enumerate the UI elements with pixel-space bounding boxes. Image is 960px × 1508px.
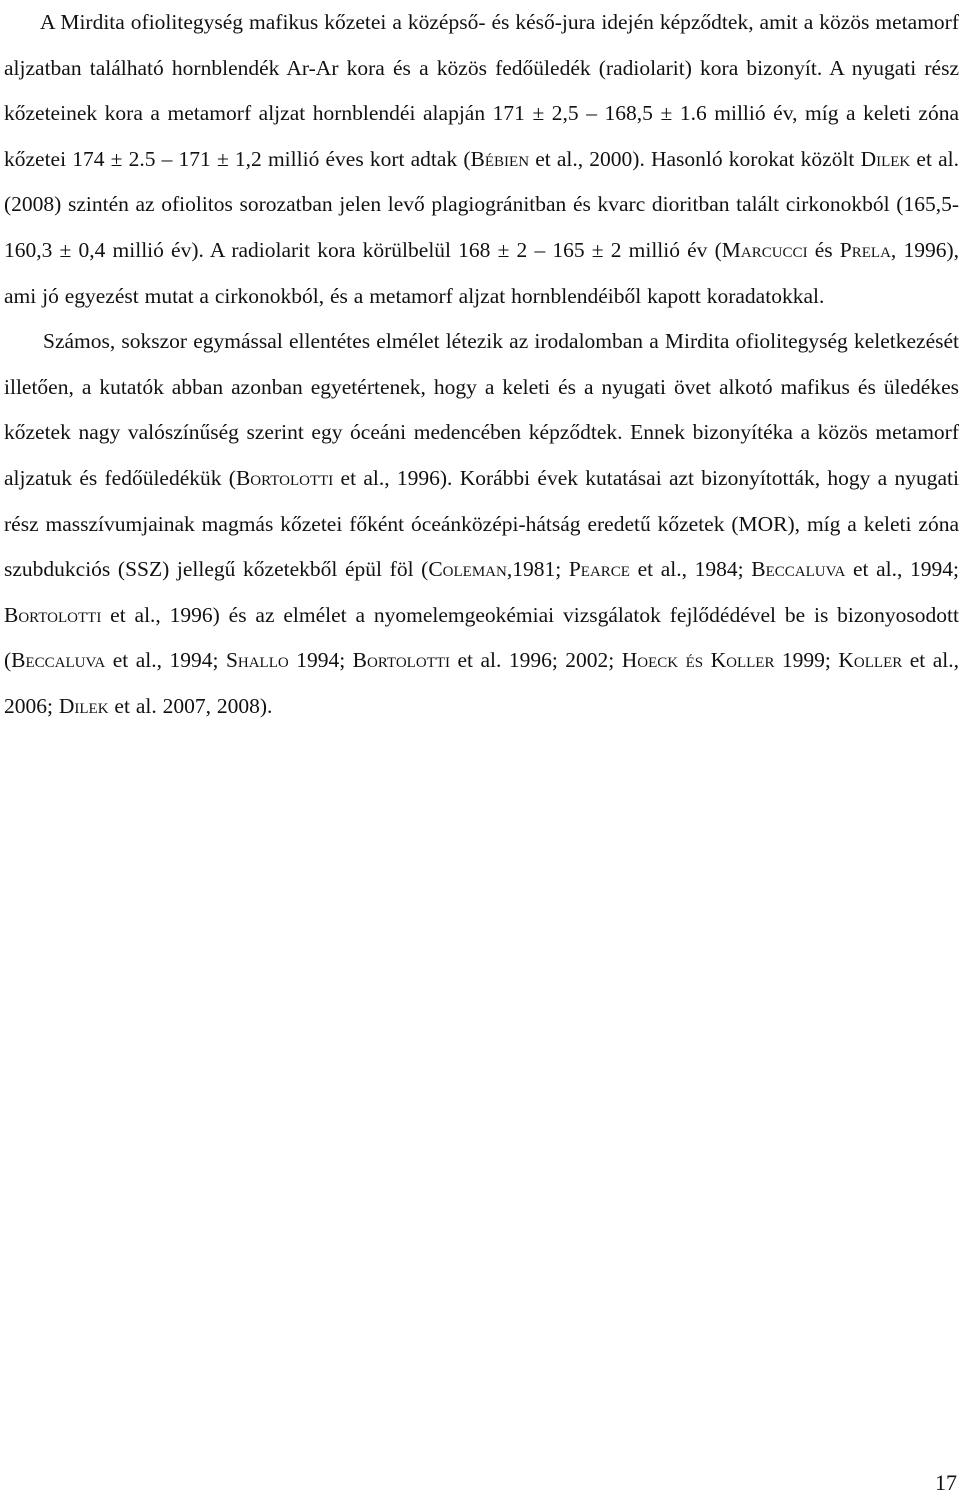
text-run: és: [807, 237, 840, 262]
text-run: , 1996), ami jó egyezést mutat a cirkonokból, és a metamorf aljzat hornblendéiből kapott koradatokkal.: [4, 237, 959, 308]
text-run: et al., 1984;: [629, 557, 752, 582]
author-citation: Bébien: [470, 146, 530, 171]
text-run: [703, 648, 710, 672]
paragraph-origin-theories: [4, 319, 959, 729]
text-run: et al., 2006;: [4, 648, 959, 718]
text-run: 1999;: [774, 648, 839, 673]
author-citation: Coleman: [428, 557, 507, 582]
text-run: et al., 1994;: [845, 557, 959, 582]
author-citation: Beccaluva: [751, 557, 846, 582]
author-citation: Koller: [838, 648, 903, 673]
paragraph-mirdita-ages: [4, 0, 959, 319]
page-number: 17: [935, 1470, 957, 1495]
text-run: ,1981;: [506, 557, 569, 582]
text-run: et al., 1996). Korábbi évek kutatásai azt bizonyították, hogy a nyugati rész masszívumjainak magmás kőzetei főként óceánközépi-hátság eredetű kőzetek (MOR), míg a keleti zóna szubdukciós (SSZ) jellegű kőzetekből épül föl (: [4, 465, 959, 582]
text-run: et al., 2000). Hasonló korokat közölt: [529, 146, 861, 171]
author-citation: Pearce: [568, 557, 630, 582]
author-citation: Marcucci: [721, 237, 808, 262]
text-run: et al. 2007, 2008).: [108, 693, 273, 718]
author-citation: Dilek: [58, 693, 109, 718]
author-citation: Bortolotti: [4, 602, 102, 627]
text-run: 1994;: [288, 648, 353, 673]
author-citation: Koller: [710, 648, 775, 673]
author-citation: Shallo: [225, 648, 289, 673]
text-run: et al. 1996; 2002;: [449, 648, 622, 673]
author-citation: Dilek: [860, 146, 911, 171]
text-run: A Mirdita ofiolitegység mafikus kőzetei a középső- és késő-jura idején képződtek, amit a közös metamorf aljzatban található hornblendék Ar-Ar kora és a közös fedőüledék (radiolarit) kora bizonyít. A nyugati rész kőzeteinek kora a metamorf aljzat hornblendéi alapján 171 ± 2,5 – 168,5 ± 1.6 millió év, míg a keleti zóna kőzetei 174 ± 2.5 – 171 ± 1,2 millió éves kort adtak (: [4, 10, 959, 171]
author-citation: Hoeck és: [621, 648, 704, 673]
text-run: et al., 1996) és az elmélet a nyomelemgeokémiai vizsgálatok fejlődédével be is bizonyosodott (: [4, 602, 959, 673]
author-citation: Bortolotti: [352, 648, 450, 673]
text-run: Számos, sokszor egymással ellentétes elmélet létezik az irodalomban a Mirdita ofiolitegység keletkezését illetően, a kutatók abban azonban egyetértenek, hogy a keleti és a nyugati övet alkotó mafikus és üledékes kőzetek nagy valószínűség szerint egy óceáni medencében képződtek. Ennek bizonyítéka a közös metamorf aljzatuk és fedőüledékük (: [4, 329, 959, 490]
text-run: et al., 1994;: [105, 648, 226, 673]
author-citation: Prela: [839, 237, 891, 262]
document-page: [4, 0, 959, 730]
author-citation: Beccaluva: [11, 648, 106, 673]
author-citation: Bortolotti: [235, 465, 334, 490]
text-run: et al. (2008) szintén az ofiolitos sorozatban jelen levő plagiogránitban és kvarc dioritban talált cirkonokból (165,5-160,3 ± 0,4 millió év). A radiolarit kora körülbelül 168 ± 2 – 165 ± 2 millió év (: [4, 146, 959, 262]
